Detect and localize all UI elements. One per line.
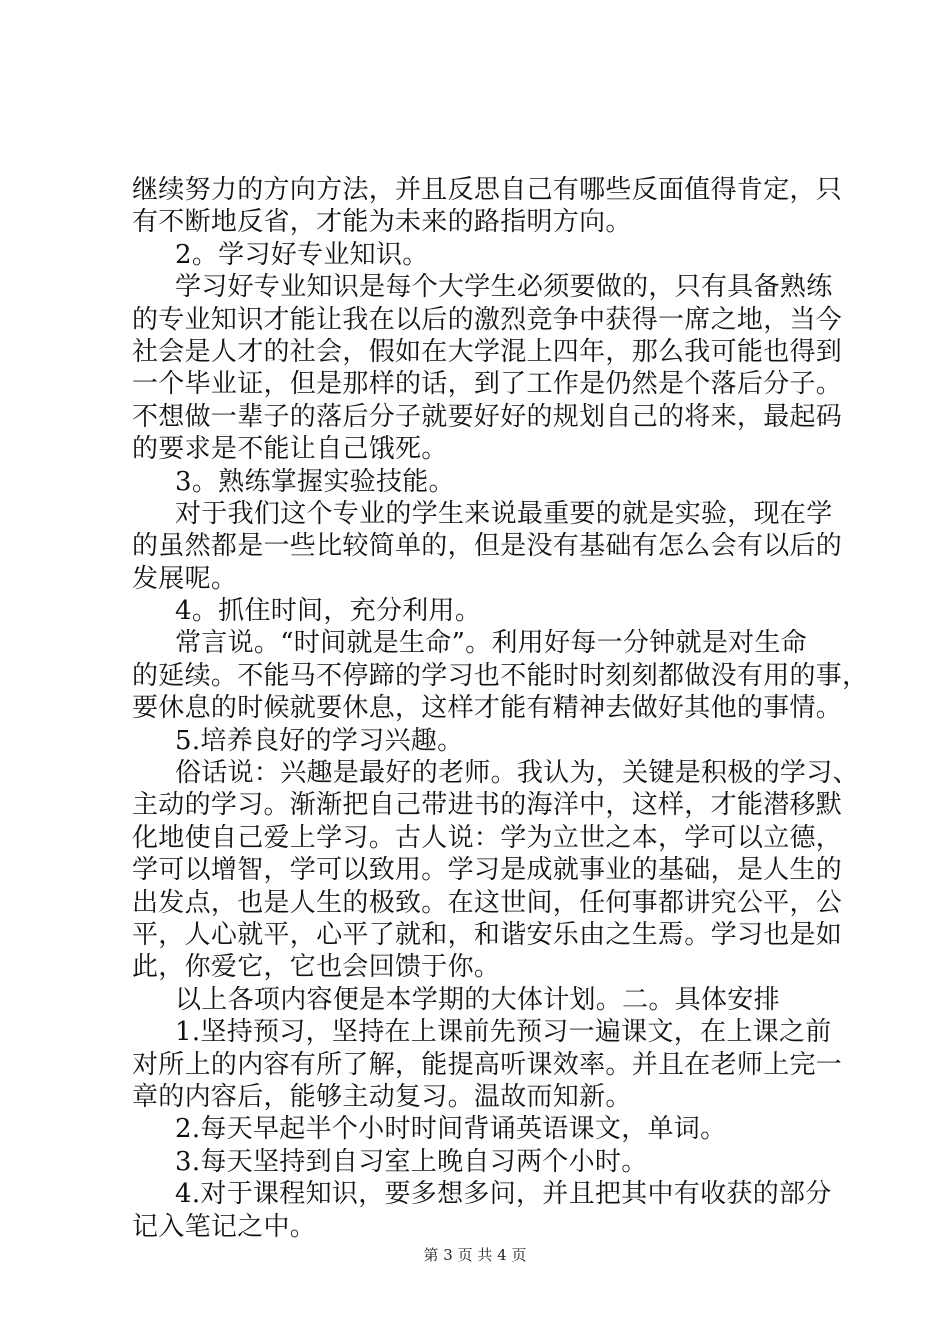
text-line: 有不断地反省，才能为未来的路指明方向。 <box>132 207 632 238</box>
text-line: 化地使自己爱上学习。古人说：学为立世之本，学可以立德， <box>132 822 843 853</box>
text-line: 平，人心就平，心平了就和，和谐安乐由之生焉。学习也是如 <box>132 919 843 950</box>
text-line: 出发点，也是人生的极致。在这世间，任何事都讲究公平，公 <box>132 887 843 918</box>
page-footer: 第 3 页 共 4 页 <box>423 1246 527 1264</box>
document-body <box>132 174 869 1243</box>
text-line: 1.坚持预习，坚持在上课前先预习一遍课文，在上课之前 <box>175 1017 832 1048</box>
text-line: 社会是人才的社会，假如在大学混上四年，那么我可能也得到 <box>132 336 843 367</box>
text-line: 3.每天坚持到自习室上晚自习两个小时。 <box>175 1146 648 1177</box>
text-line: 记入笔记之中。 <box>132 1211 317 1242</box>
text-line: 2。学习好专业知识。 <box>175 239 429 270</box>
text-line: 2.每天早起半个小时时间背诵英语课文，单词。 <box>175 1114 727 1145</box>
text-line: 对所上的内容有所了解，能提高听课效率。并且在老师上完一 <box>132 1049 843 1080</box>
text-line: 此，你爱它，它也会回馈于你。 <box>132 952 501 983</box>
text-line: 俗话说：兴趣是最好的老师。我认为，关键是积极的学习、 <box>175 758 859 789</box>
text-line: 常言说。“时间就是生命”。利用好每一分钟就是对生命 <box>175 628 808 659</box>
text-line: 3。熟练掌握实验技能。 <box>175 466 455 497</box>
text-line: 一个毕业证，但是那样的话，到了工作是仍然是个落后分子。 <box>132 369 843 400</box>
text-line: 的要求是不能让自己饿死。 <box>132 434 448 465</box>
text-line: 4。抓住时间，充分利用。 <box>175 596 482 627</box>
text-line: 继续努力的方向方法，并且反思自己有哪些反面值得肯定，只 <box>132 175 843 205</box>
text-line: 发展呢。 <box>132 563 238 594</box>
text-line: 主动的学习。渐渐把自己带进书的海洋中，这样，才能潜移默 <box>132 790 843 821</box>
text-line: 学习好专业知识是每个大学生必须要做的，只有具备熟练 <box>175 272 833 303</box>
text-line: 的虽然都是一些比较简单的，但是没有基础有怎么会有以后的 <box>132 531 843 562</box>
text-line: 不想做一辈子的落后分子就要好好的规划自己的将来，最起码 <box>132 401 843 432</box>
text-line: 对于我们这个专业的学生来说最重要的就是实验，现在学 <box>175 498 833 529</box>
text-line: 章的内容后，能够主动复习。温故而知新。 <box>132 1081 632 1112</box>
text-line: 5.培养良好的学习兴趣。 <box>175 725 464 756</box>
text-line: 要休息的时候就要休息，这样才能有精神去做好其他的事情。 <box>132 693 843 724</box>
text-line: 以上各项内容便是本学期的大体计划。二。具体安排 <box>175 984 780 1015</box>
text-line: 4.对于课程知识，要多想多问，并且把其中有收获的部分 <box>175 1179 832 1210</box>
text-line: 的专业知识才能让我在以后的激烈竞争中获得一席之地，当今 <box>132 304 843 335</box>
text-line: 学可以增智，学可以致用。学习是成就事业的基础，是人生的 <box>132 855 843 886</box>
text-line: 的延续。不能马不停蹄的学习也不能时时刻刻都做没有用的事， <box>132 660 869 691</box>
